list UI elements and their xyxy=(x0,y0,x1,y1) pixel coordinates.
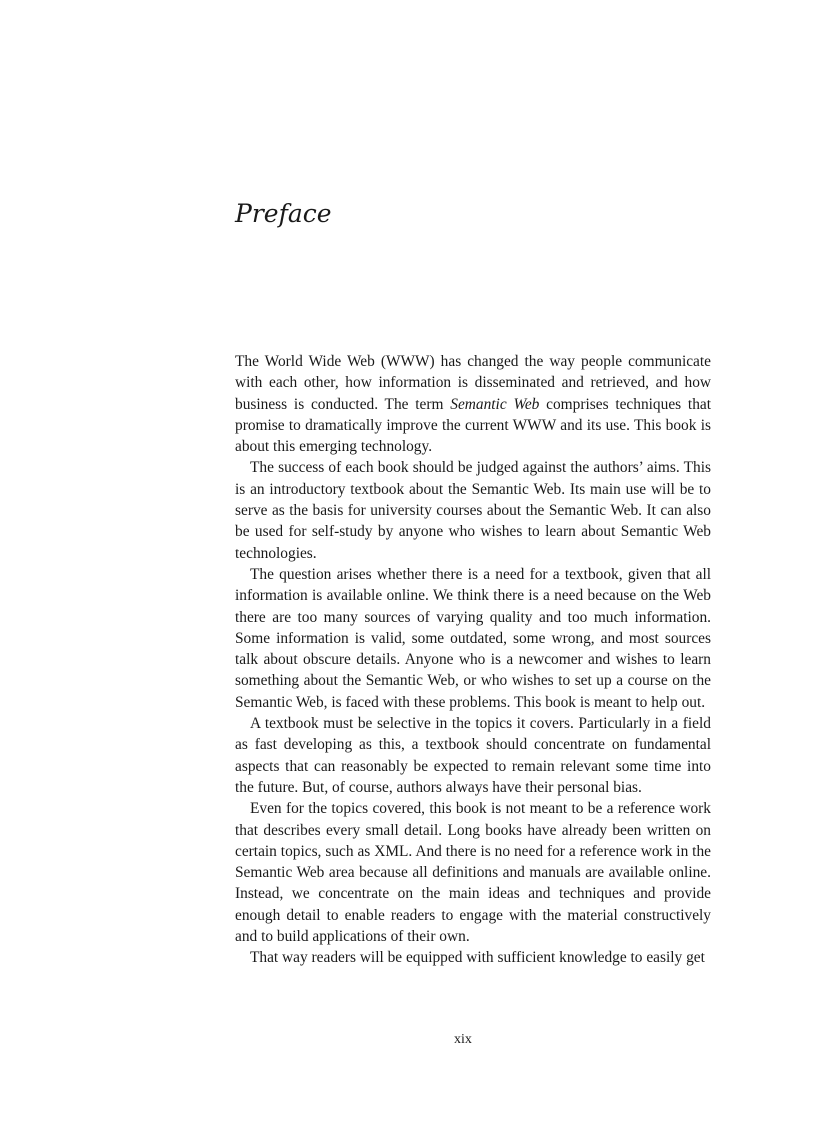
paragraph-6: That way readers will be equipped with sufficient knowledge to easily get xyxy=(250,949,705,967)
paragraph-2: The success of each book should be judged against the authors’ aims. This is an introductory textbook about the Semantic Web. Its main use will be to serve as the basis for university courses about the Semantic Web. It can also be used for self-study by anyone who wishes to learn about Semantic Web technologies. xyxy=(235,459,711,562)
paragraph-3: The question arises whether there is a need for a textbook, given that all information is available online. We think there is a need because on the Web there are too many sources of varying quality and too much information. Some information is valid, some outdated, some wrong, and most sources talk about obscure details. Anyone who is a newcomer and wishes to learn something about the Semantic Web, or who wishes to set up a course on the Semantic Web, is faced with these problems. This book is meant to help out. xyxy=(235,565,711,711)
page-number: xix xyxy=(454,1032,472,1047)
preface-body xyxy=(235,351,711,969)
paragraph-1 xyxy=(235,351,711,457)
paragraph-1-text-after: comprises techniques that promise to dramatically improve the current WWW and its use. This book is about this emerging technology. xyxy=(235,395,711,456)
paragraph-4: A textbook must be selective in the topics it covers. Particularly in a field as fast developing as this, a textbook should concentrate on fundamental aspects that can reasonably be expected to remain relevant some time into the future. But, of course, authors always have their personal bias. xyxy=(235,715,711,796)
paragraph-5: Even for the topics covered, this book is not meant to be a reference work that describes every small detail. Long books have already been written on certain topics, such as XML. And there is no need for a reference work in the Semantic Web area because all definitions and manuals are available online. Instead, we concentrate on the main ideas and techniques and provide enough detail to enable readers to engage with the material constructively and to build applications of their own. xyxy=(235,800,711,946)
paragraph-1-text-before: The World Wide Web (WWW) has changed the way people communicate with each other, how information is disseminated and retrieved, and how business is conducted. The term xyxy=(235,353,711,413)
semantic-web-term: Semantic Web xyxy=(450,395,540,413)
page-title: Preface xyxy=(235,199,332,228)
